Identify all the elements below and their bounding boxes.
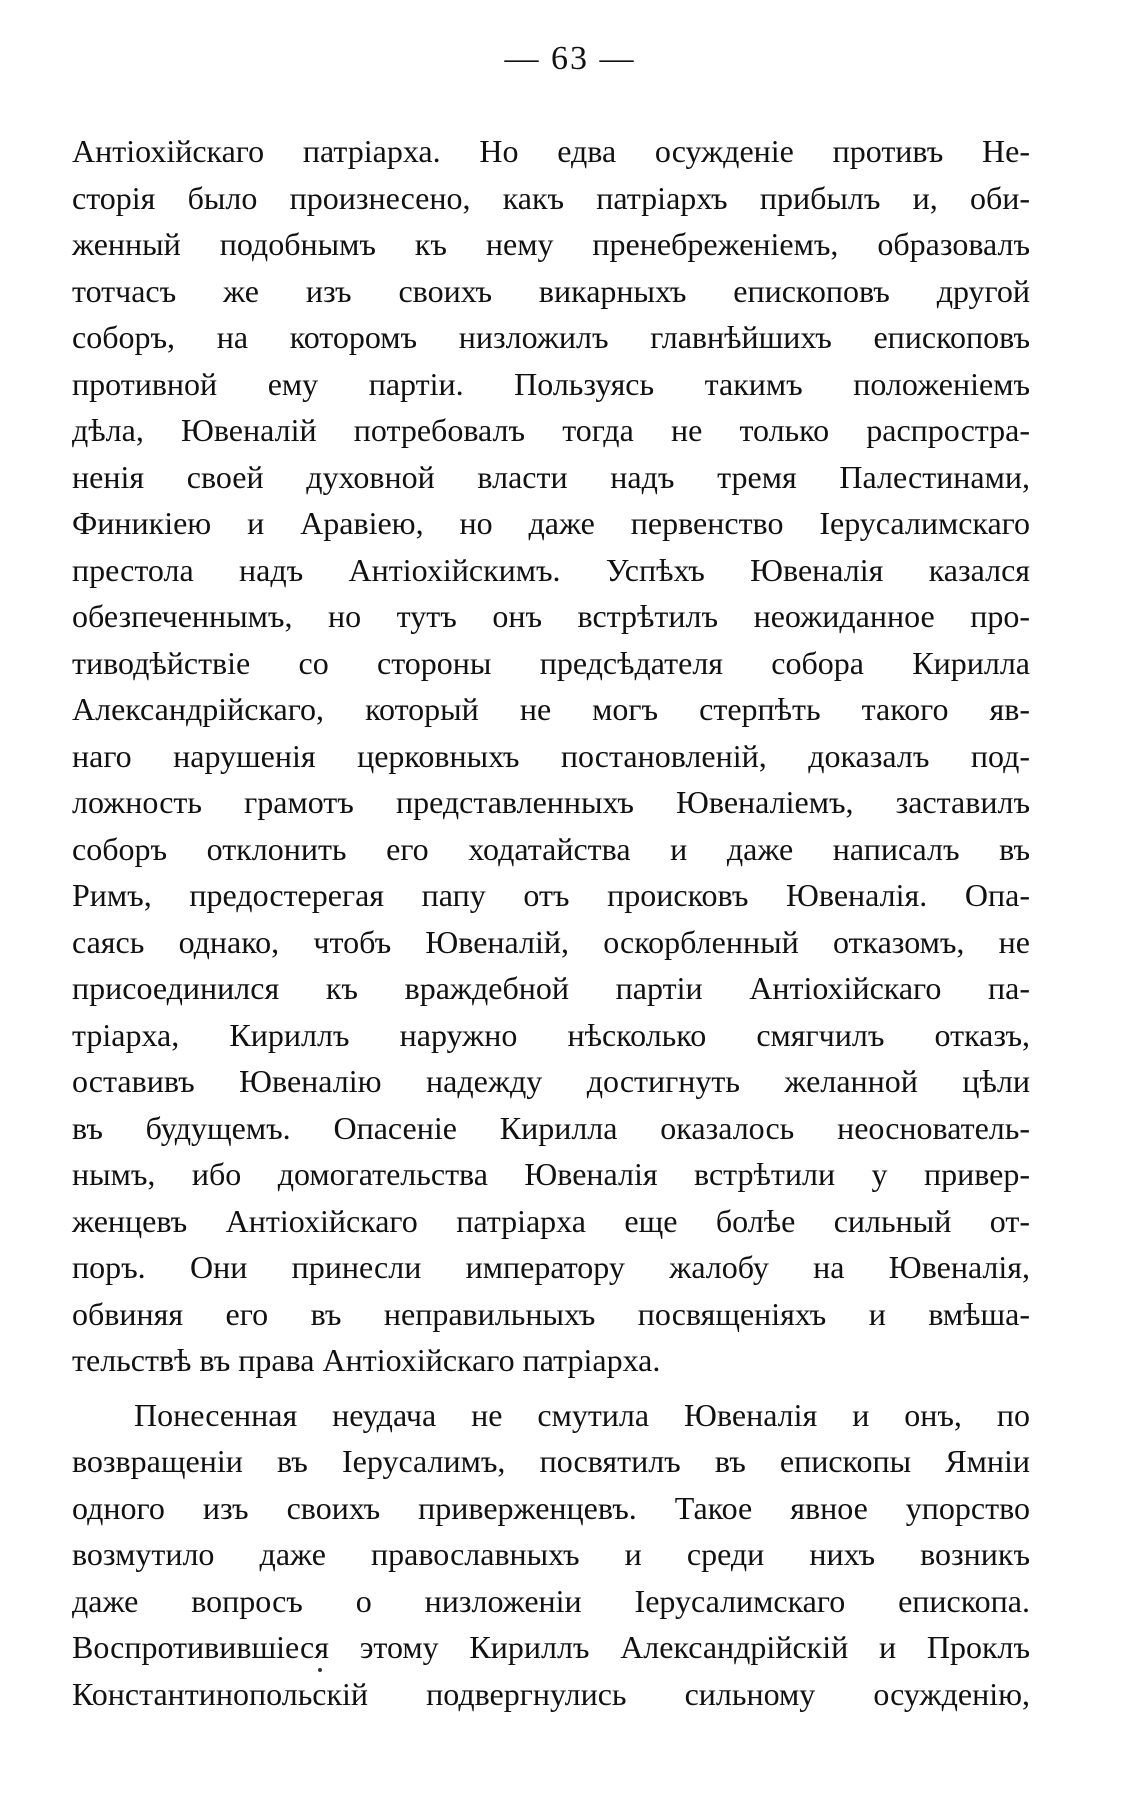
text-line: обвиняя его въ неправильныхъ посвященіяхъ и вмѣша-	[72, 1295, 1030, 1332]
text-line: тиводѣйствіе со стороны предсѣдателя собора Кирилла	[72, 644, 1030, 681]
text-line: въ будущемъ. Опасеніе Кирилла оказалось неоснователь-	[72, 1109, 1030, 1146]
text-line: ненія своей духовной власти надъ тремя Палестинами,	[72, 458, 1030, 495]
text-line: возмутило даже православныхъ и среди нихъ возникъ	[72, 1536, 1030, 1572]
text-line: Воспротивившіеся этому Кириллъ Александрійскій и Проклъ	[72, 1629, 1030, 1665]
text-line: соборъ отклонить его ходатайства и даже написалъ въ	[72, 830, 1030, 867]
text-line: Финикіею и Аравіею, но даже первенство Іерусалимскаго	[72, 505, 1030, 541]
text-line: соборъ, на которомъ низложилъ главнѣйшихъ епископовъ	[72, 319, 1030, 355]
ink-speck	[318, 1668, 322, 1672]
text-line: одного изъ своихъ приверженцевъ. Такое явное упорство	[72, 1489, 1030, 1526]
text-line: тельствѣ въ права Антіохійскаго патріарха.	[72, 1342, 661, 1378]
text-line: женцевъ Антіохійскаго патріарха еще болѣе сильный от-	[72, 1202, 1030, 1239]
text-line: Александрійскаго, который не могъ стерпѣть такого яв-	[72, 691, 1030, 727]
text-line: сторія было произнесено, какъ патріархъ прибылъ и, оби-	[72, 179, 1030, 216]
text-line: присоединился къ враждебной партіи Антіохійскаго па-	[72, 970, 1030, 1006]
text-line: Антіохійскаго патріарха. Но едва осужденіе противъ Не-	[72, 133, 1030, 169]
text-line: оставивъ Ювеналію надежду достигнуть желанной цѣли	[72, 1063, 1030, 1099]
body-text	[72, 128, 1030, 1717]
text-line: женный подобнымъ къ нему пренебреженіемъ, образовалъ	[72, 226, 1030, 262]
paragraph-gap	[72, 1384, 1030, 1392]
text-line: возвращеніи въ Іерусалимъ, посвятилъ въ епископы Ямніи	[72, 1443, 1030, 1479]
text-line: тотчасъ же изъ своихъ викарныхъ епископовъ другой	[72, 272, 1030, 309]
text-line: наго нарушенія церковныхъ постановленій, доказалъ под-	[72, 737, 1030, 774]
text-line: Римъ, предостерегая папу отъ происковъ Ювеналія. Опа-	[72, 877, 1030, 913]
text-line: поръ. Они принесли императору жалобу на Ювеналія,	[72, 1249, 1030, 1285]
text-line: противной ему партіи. Пользуясь такимъ положеніемъ	[72, 365, 1030, 402]
text-line: обезпеченнымъ, но тутъ онъ встрѣтилъ неожиданное про-	[72, 598, 1030, 634]
paragraph-1	[72, 128, 1030, 1384]
text-line: ложность грамотъ представленныхъ Ювеналіемъ, заставилъ	[72, 784, 1030, 820]
paragraph-2	[72, 1392, 1030, 1718]
text-line: Понесенная неудача не смутила Ювеналія и онъ, по	[134, 1396, 1030, 1433]
text-line: саясь однако, чтобъ Ювеналій, оскорбленный отказомъ, не	[72, 923, 1030, 960]
text-line: престола надъ Антіохійскимъ. Успѣхъ Ювеналія казался	[72, 551, 1030, 588]
text-line: тріарха, Кириллъ наружно нѣсколько смягчилъ отказъ,	[72, 1016, 1030, 1053]
text-line: нымъ, ибо домогательства Ювеналія встрѣтили у привер-	[72, 1156, 1030, 1192]
text-line: даже вопросъ о низложеніи Іерусалимскаго епископа.	[72, 1582, 1030, 1619]
page-number: — 63 —	[504, 40, 636, 77]
text-line: дѣла, Ювеналій потребовалъ тогда не только распростра-	[72, 412, 1030, 448]
text-line: Константинопольскій подвергнулись сильному осужденію,	[72, 1675, 1030, 1712]
